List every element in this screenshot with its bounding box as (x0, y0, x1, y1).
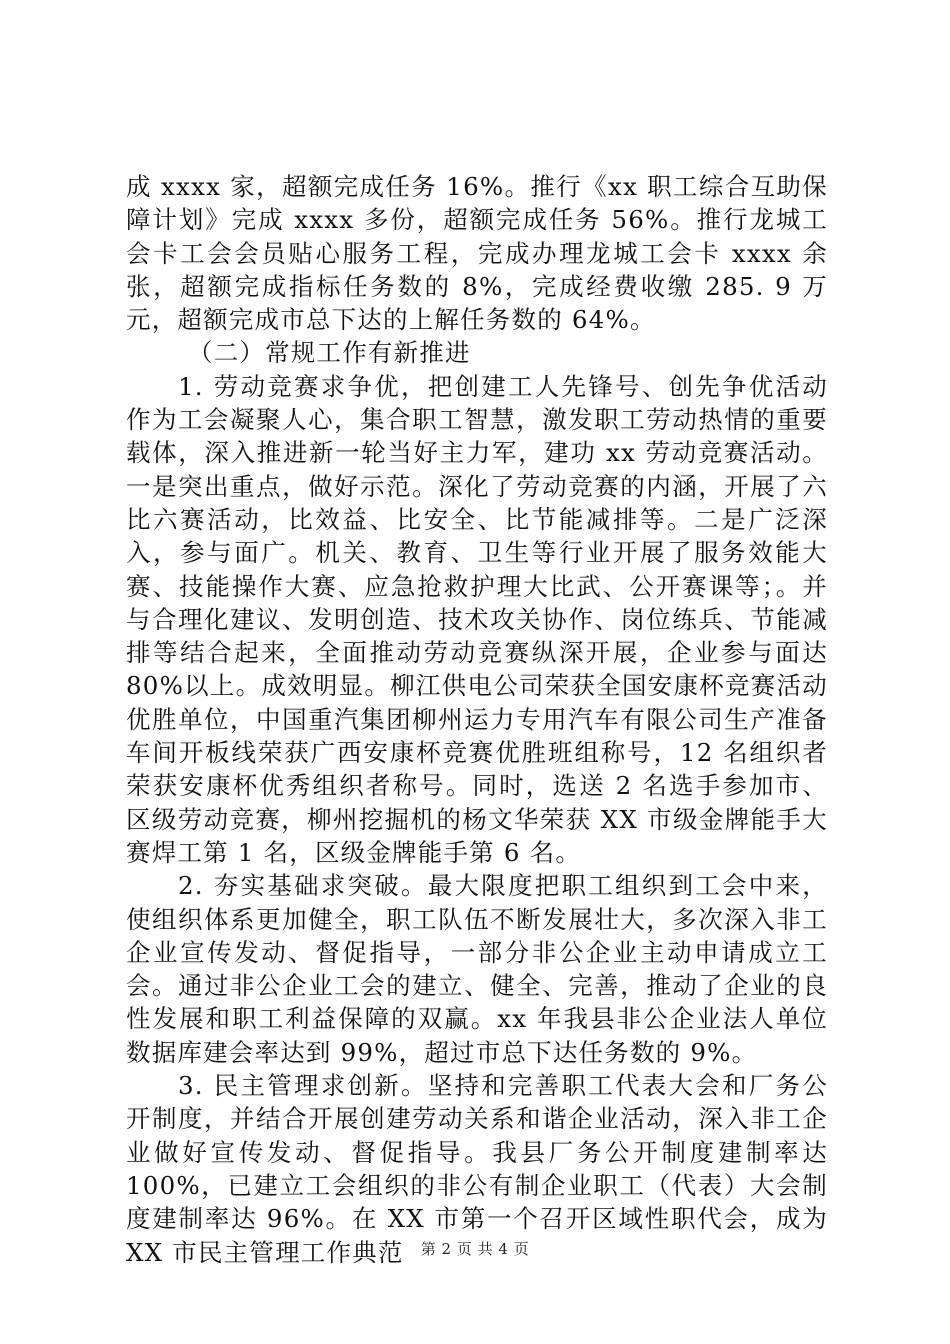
section-heading: （二）常规工作有新推进 (188, 338, 471, 368)
document-body (126, 170, 828, 1269)
body-paragraph-labor-competition: 1. 劳动竞赛求争优，把创建工人先锋号、创先争优活动作为工会凝聚人心，集合职工智慧，激发职工劳动热情的重要载体，深入推进新一轮当好主力军，建功 xx 劳动竞赛活动。一是突出重点，做好示范。深化了劳动竞赛的内涵，开展了六比六赛活动，比效益、比安全、比节能减排等。二是广泛深入，参与面广。机关、教育、卫生等行业开展了服务效能大赛、技能操作大赛、应急抢救护理大比武、公开赛课等；。并与合理化建议、发明创造、技术攻关协作、岗位练兵、节能减排等结合起来，全面推动劳动竞赛纵深开展，企业参与面达 80%以上。成效明显。柳江供电公司荣获全国安康杯竞赛活动优胜单位，中国重汽集团柳州运力专用汽车有限公司生产准备车间开板线荣获广西安康杯竞赛优胜班组称号，12 名组织者荣获安康杯优秀组织者称号。同时，选送 2 名选手参加市、区级劳动竞赛，柳州挖掘机的杨文华荣获 XX 市级金牌能手大赛焊工第 1 名，区级金牌能手第 6 名。 (126, 371, 828, 867)
body-paragraph-continuation: 成 xxxx 家，超额完成任务 16%。推行《xx 职工综合互助保障计划》完成 xxxx 多份，超额完成任务 56%。推行龙城工会卡工会会员贴心服务工程，完成办理龙城工会卡 xxxx 余张，超额完成指标任务数的 8%，完成经费收缴 285. 9 万元，超额完成市总下达的上解任务数的 64%。 (126, 172, 828, 335)
body-paragraph-foundation: 2. 夯实基础求突破。最大限度把职工组织到工会中来，使组织体系更加健全，职工队伍不断发展壮大，多次深入非工企业宣传发动、督促指导，一部分非公企业主动申请成立工会。通过非公企业工会的建立、健全、完善，推动了企业的良性发展和职工利益保障的双赢。xx 年我县非公企业法人单位数据库建会率达到 99%，超过市总下达任务数的 9%。 (126, 871, 828, 1067)
page-number-footer: 第 2 页 共 4 页 (420, 1240, 530, 1258)
body-paragraph-democratic-management: 3. 民主管理求创新。坚持和完善职工代表大会和厂务公开制度，并结合开展创建劳动关系和谐企业活动，深入非工企业做好宣传发动、督促指导。我县厂务公开制度建制率达 100%，已建立工会组织的非公有制企业职工（代表）大会制度建制率达 96%。在 XX 市第一个召开区域性职代会，成为 XX 市民主管理工作典范 (126, 1071, 828, 1267)
